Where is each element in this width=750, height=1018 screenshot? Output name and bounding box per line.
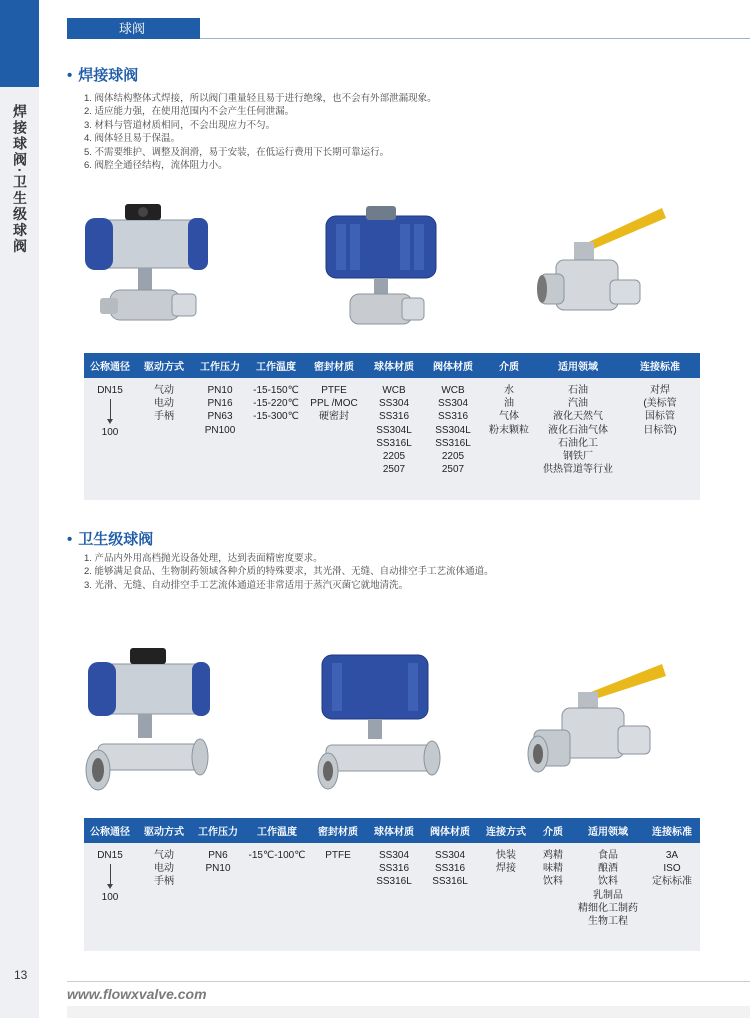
cell-temp: -15℃-100℃	[248, 850, 306, 861]
header-tab: 球阀	[67, 18, 200, 39]
header-cell: 公称通径	[90, 827, 130, 838]
header-cell: 球体材质	[374, 362, 414, 373]
spec-table-welded	[84, 353, 700, 500]
bullet-icon: •	[67, 67, 73, 84]
header-cell: 阀体材质	[430, 827, 470, 838]
header-cell: 连接方式	[486, 827, 526, 838]
cell-temp: -15-150℃ -15-220℃ -15-300℃	[253, 385, 299, 423]
header-cell: 适用领域	[588, 827, 628, 838]
pneumatic-welded-valve-image	[80, 190, 210, 340]
side-color-block	[0, 0, 39, 87]
header-cell: 工作压力	[200, 362, 240, 373]
table-body-row	[84, 843, 700, 951]
electric-sanitary-valve-image	[312, 645, 452, 795]
header-cell: 介质	[499, 362, 519, 373]
electric-welded-valve-image	[316, 196, 446, 346]
feature-item: 1. 阀体结构整体式焊接，所以阀门重量轻且易于进行绝缘，也不会有外部泄漏现象。	[84, 93, 437, 104]
spec-table-sanitary	[84, 818, 700, 951]
pneumatic-sanitary-valve-image	[82, 640, 212, 800]
table-body-row	[84, 378, 700, 500]
header-cell: 连接标准	[640, 362, 680, 373]
feature-list-sanitary	[84, 552, 494, 592]
footer-website-link[interactable]: www.flowxvalve.com	[67, 986, 207, 1002]
cell-body: WCB SS304 SS316 SS304L SS316L 2205 2507	[435, 385, 471, 476]
header-cell: 驱动方式	[144, 362, 184, 373]
header-cell: 工作温度	[256, 362, 296, 373]
header-cell: 工作压力	[198, 827, 238, 838]
section-title-welded	[67, 64, 138, 85]
cell-medium: 鸡精 味精 饮料	[543, 850, 563, 888]
range-arrow-line	[110, 399, 111, 419]
cell-dn	[84, 849, 136, 951]
header-cell: 密封材质	[314, 362, 354, 373]
table-header-row	[84, 818, 700, 843]
dn-min: DN15	[97, 385, 123, 396]
range-arrow-line	[110, 864, 111, 884]
section-title-sanitary	[67, 528, 153, 549]
feature-item: 2. 适应能力强，在使用范围内不会产生任何泄漏。	[84, 106, 295, 118]
header-cell: 工作温度	[257, 827, 297, 838]
feature-item: 1. 产品内外用高档抛光设备处理，达到表面精密度要求。	[84, 553, 323, 564]
cell-connection: 快装 焊接	[496, 850, 516, 875]
cell-dn	[84, 384, 136, 500]
footer-bar	[67, 1006, 750, 1018]
side-title: 焊接球阀·卫生级球阀	[12, 104, 28, 255]
feature-item: 5. 不需要维护、调整及润滑，易于安装，在低运行费用下长期可靠运行。	[84, 146, 390, 158]
cell-pressure: PN10 PN16 PN63 PN100	[204, 385, 236, 436]
feature-item: 6. 阀腔全通径结构，流体阻力小。	[84, 160, 228, 172]
header-cell: 公称通径	[90, 362, 130, 373]
cell-standard: 对焊 (美标管 国标管 日标管)	[643, 385, 677, 436]
arrow-down-icon	[107, 419, 113, 424]
cell-medium: 水 油 气体 粉末颗粒	[489, 385, 529, 436]
bullet-icon: •	[67, 531, 73, 548]
dn-max: 100	[101, 892, 119, 904]
header-cell: 阀体材质	[433, 362, 473, 373]
dn-max: 100	[101, 427, 119, 439]
header-cell: 密封材质	[318, 827, 358, 838]
cell-ball: SS304 SS316 SS316L	[376, 850, 412, 888]
cell-seal: PTFE PPL /MOC 硬密封	[310, 385, 358, 423]
feature-item: 3. 材料与管道材质相同，不会出现应力不匀。	[84, 119, 276, 131]
cell-drive: 气动 电动 手柄	[154, 850, 174, 888]
cell-body: SS304 SS316 SS316L	[432, 850, 468, 888]
cell-field: 食品 酿酒 饮料 乳制品 精细化工制药 生物工程	[578, 850, 638, 928]
dn-min: DN15	[97, 850, 123, 861]
header-cell: 介质	[543, 827, 563, 838]
page-number: 13	[14, 968, 28, 982]
footer-rule	[67, 981, 750, 982]
cell-drive: 气动 电动 手柄	[154, 385, 174, 423]
cell-pressure: PN6 PN10	[205, 850, 231, 875]
cell-field: 石油 汽油 液化天然气 液化石油气体 石油化工 钢铁厂 供热管道等行业	[543, 385, 613, 476]
arrow-down-icon	[107, 884, 113, 889]
cell-seal: PTFE	[325, 850, 351, 861]
manual-sanitary-valve-image	[526, 660, 672, 800]
header-cell: 适用领域	[558, 362, 598, 373]
cell-standard: 3A ISO 定标标准	[652, 850, 692, 888]
table-header-row	[84, 353, 700, 378]
feature-item: 4. 阀体轻且易于保温。	[84, 133, 181, 145]
feature-item: 3. 光滑、无缝、自动排空手工艺流体通道还非常适用于蒸汽灭菌它就地清洗。	[84, 579, 409, 591]
cell-ball: WCB SS304 SS316 SS304L SS316L 2205 2507	[376, 385, 412, 476]
header-cell: 连接标准	[652, 827, 692, 838]
header-cell: 驱动方式	[144, 827, 184, 838]
feature-list-welded	[84, 92, 437, 172]
section-title-text: 卫生级球阀	[78, 531, 154, 548]
section-title-text: 焊接球阀	[78, 67, 139, 84]
feature-item: 2. 能够满足食品、生物制药领域各种介质的特殊要求，其光滑、无缝、自动排空手工艺流体通道。	[84, 566, 494, 578]
manual-welded-valve-image	[530, 200, 670, 340]
header-cell: 球体材质	[374, 827, 414, 838]
